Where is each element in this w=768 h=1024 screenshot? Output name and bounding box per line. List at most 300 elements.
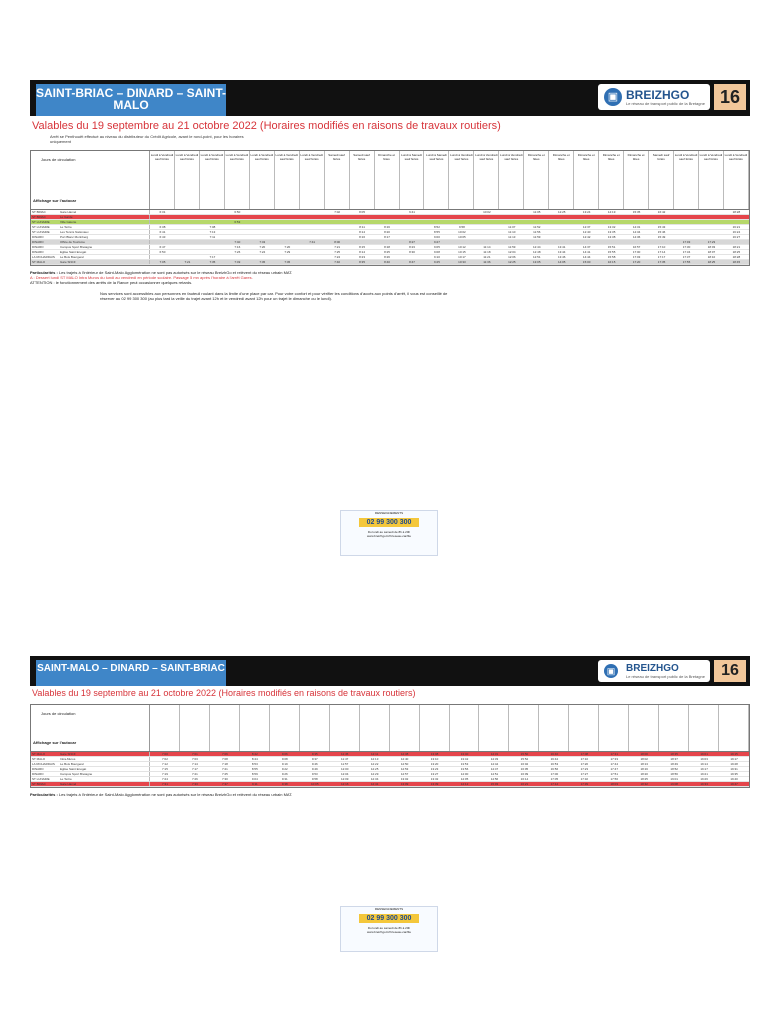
time-cell: 19:40 [730, 777, 738, 781]
time-cell: 19:15 [730, 752, 738, 756]
time-cell [175, 255, 200, 259]
time-cell: 12:13 [370, 757, 379, 761]
row-times [150, 250, 749, 254]
time-cell: 7:25 [221, 772, 228, 776]
time-cell: 18:28 [732, 210, 741, 214]
time-cell: 12:44 [533, 245, 541, 249]
time-cell [699, 230, 724, 234]
jours-label: Jours de circulation [41, 157, 76, 162]
time-cell: 8:20 [384, 230, 390, 234]
time-cell: 18:52 [670, 767, 678, 771]
time-cell: 11:05 [533, 210, 541, 214]
time-cell: 13:53 [460, 762, 469, 766]
time-cell: 6:47 [159, 245, 166, 249]
row-times [150, 220, 749, 224]
time-cell [599, 240, 624, 244]
row-stop: Port Blanc Morinberg [60, 235, 150, 239]
column-header: Lundi à Vendredi sauf fériés [275, 151, 300, 209]
row-stop: Gare Hamel [60, 782, 150, 786]
header-bar [30, 80, 750, 116]
column-header [509, 705, 539, 751]
time-cell: 17:35 [657, 260, 666, 264]
time-cell [325, 215, 350, 219]
time-cell: 8:55 [251, 767, 258, 771]
time-cell: 9:22 [281, 767, 288, 771]
time-cell: 12:53 [400, 767, 409, 771]
row-town: DINARD [32, 250, 44, 254]
time-cell: 7:05 [159, 260, 166, 264]
time-cell: 14:33 [490, 757, 499, 761]
time-cell: 17:27 [580, 772, 589, 776]
brand-name: BREIZHGO [626, 88, 690, 102]
column-header [689, 705, 719, 751]
row-town: ST LUNAIRE [32, 230, 50, 234]
time-cell: 6:41 [159, 230, 166, 234]
time-cell: 12:37 [582, 225, 591, 229]
time-cell [449, 240, 474, 244]
time-cell: 17:39 [580, 782, 589, 786]
route-title: SAINT-MALO – DINARD – SAINT-BRIAC [36, 660, 226, 686]
time-cell: 6:50 [159, 250, 166, 254]
time-cell [474, 240, 499, 244]
timetable-rows [31, 752, 749, 787]
time-cell [175, 235, 200, 239]
column-header: Lundi à Vendredi sauf fériés [699, 151, 724, 209]
time-cell: 17:23 [580, 767, 589, 771]
column-header: Dimanche et fêtes [549, 151, 574, 209]
time-cell: 11:45 [341, 752, 349, 756]
row-stop: Gare SNCF [60, 260, 150, 264]
time-cell: 18:25 [732, 250, 741, 254]
row-times [150, 215, 749, 219]
time-cell: 9:08 [434, 250, 440, 254]
time-cell: 14:34 [632, 230, 641, 234]
time-cell: 15:03 [490, 782, 499, 786]
time-cell: 8:53 [251, 762, 258, 766]
time-cell: 13:32 [430, 777, 439, 781]
time-cell [375, 240, 400, 244]
time-cell: 19:08 [670, 782, 678, 786]
time-cell: 13:27 [430, 772, 439, 776]
time-cell: 16:42 [657, 210, 666, 214]
time-cell: 7:14 [192, 762, 198, 766]
time-cell: 14:44 [582, 255, 591, 259]
brand-subtitle: Le réseau de transport public de la Bretagne [626, 101, 705, 106]
row-town: DINARD [32, 245, 44, 249]
time-cell: 8:15 [359, 245, 366, 249]
time-cell: 7:45 [284, 260, 291, 264]
time-cell: 13:39 [430, 782, 439, 786]
time-cell: 8:42 [251, 752, 258, 756]
time-cell: 18:07 [707, 250, 716, 254]
time-cell: 12:25 [370, 767, 379, 771]
time-cell: 7:02 [162, 757, 168, 761]
time-cell: 7:17 [209, 255, 216, 259]
time-cell [674, 230, 699, 234]
column-header: Dimanche et fêtes [574, 151, 599, 209]
time-cell: 17:37 [682, 255, 691, 259]
time-cell [275, 225, 300, 229]
time-cell [225, 235, 250, 239]
timetable-sheet-1 [30, 80, 750, 570]
time-cell: 12:25 [557, 210, 566, 214]
time-cell [474, 215, 499, 219]
time-cell [724, 215, 749, 219]
time-cell [699, 220, 724, 224]
column-header: Lundi à Samedi sauf fériés [424, 151, 449, 209]
time-cell: 19:35 [730, 772, 738, 776]
time-cell: 8:52 [434, 225, 440, 229]
column-header: Lundi à Vendredi sauf fériés [250, 151, 275, 209]
time-cell [175, 220, 200, 224]
time-cell: 7:00 [162, 752, 168, 756]
brand-name: BREIZHGO [626, 663, 679, 674]
time-cell [225, 215, 250, 219]
column-header: Lundi à Samedi sauf fériés [400, 151, 425, 209]
time-cell: 14:05 [557, 260, 566, 264]
time-cell: 18:32 [640, 782, 648, 786]
time-cell: 7:21 [334, 245, 341, 249]
bus-icon: ▣ [604, 664, 618, 678]
time-cell [150, 215, 175, 219]
time-cell: 10:02 [458, 230, 466, 234]
time-cell [549, 235, 574, 239]
time-cell: 11:18 [483, 250, 491, 254]
time-cell [375, 220, 400, 224]
time-cell: 16:24 [732, 230, 741, 234]
time-cell: 16:57 [632, 245, 641, 249]
time-cell [499, 240, 524, 244]
time-cell: 7:21 [221, 767, 228, 771]
time-cell: 13:05 [533, 260, 541, 264]
time-cell [624, 220, 649, 224]
time-cell: 19:21 [700, 772, 708, 776]
time-cell: 8:23 [359, 255, 366, 259]
time-cell: 15:52 [520, 757, 529, 761]
time-cell [325, 235, 350, 239]
time-cell: 13:41 [557, 245, 566, 249]
time-cell: 7:08 [209, 225, 216, 229]
row-times [150, 777, 749, 781]
time-cell: 12:11 [371, 752, 379, 756]
time-cell: 14:47 [490, 767, 499, 771]
time-cell: 15:35 [632, 210, 641, 214]
time-cell: 16:42 [550, 757, 559, 761]
time-cell [549, 240, 574, 244]
time-cell [674, 225, 699, 229]
time-cell: 19:01 [700, 752, 708, 756]
time-cell: 12:00 [340, 767, 349, 771]
column-header [360, 705, 390, 751]
time-cell [250, 215, 275, 219]
time-cell [175, 215, 200, 219]
column-header: Dimanche et fêtes [524, 151, 549, 209]
time-cell: 6:31 [159, 210, 166, 214]
time-cell: 18:03 [610, 782, 619, 786]
time-cell: 9:46 [311, 762, 318, 766]
time-cell: 8:14 [359, 250, 366, 254]
time-cell: 19:17 [700, 767, 708, 771]
time-cell: 13:32 [607, 225, 616, 229]
time-cell [699, 215, 724, 219]
time-cell: 7:18 [221, 762, 228, 766]
time-cell [275, 220, 300, 224]
time-cell: 18:25 [707, 260, 716, 264]
time-cell [200, 245, 225, 249]
time-cell: 15:49 [657, 235, 666, 239]
time-cell: 10:05 [310, 782, 319, 786]
time-cell: 18:56 [670, 772, 678, 776]
note-3: ATTENTION : le fonctionnement des arrêts de la Rance peut occasionner quelques retards. [30, 280, 193, 285]
brand-subtitle: Le réseau de transport public de la Bretagne [626, 674, 705, 679]
time-cell: 7:13 [209, 230, 216, 234]
accessibility-note: Nos services sont accessibles aux personnes en fauteuil roulant dans la limite d'une place par car. Pour votre confort et pour vérifier les conditions d'accès aux points d'arrêt, il vous est conseillé de réserver au 02 99 300 300 (au plus tard la veille du trajet avant 12h et le vendredi avant 12h pour un trajet le dimanche ou le lundi). [100, 291, 448, 301]
time-cell: 7:25 [334, 250, 341, 254]
row-town: DINARD [32, 767, 44, 771]
time-cell [624, 215, 649, 219]
column-header [210, 705, 240, 751]
column-header [719, 705, 749, 751]
time-cell: 18:35 [670, 752, 678, 756]
row-times [150, 260, 749, 264]
time-cell: 13:10 [430, 757, 439, 761]
time-cell [300, 210, 325, 214]
time-cell: 14:12 [460, 782, 469, 786]
time-cell [499, 220, 524, 224]
row-stop: Intra-Muros [60, 757, 150, 761]
time-cell: 13:38 [607, 235, 616, 239]
time-cell: 17:30 [682, 245, 691, 249]
time-cell: 7:20 [259, 245, 266, 249]
time-cell [424, 210, 449, 214]
time-cell: 8:14 [359, 230, 366, 234]
time-cell [175, 240, 200, 244]
time-cell [300, 260, 325, 264]
time-cell: 9:37 [311, 757, 318, 761]
info-phone[interactable]: 02 99 300 300 [359, 914, 419, 923]
time-cell [724, 240, 749, 244]
table-row [31, 260, 749, 265]
time-cell [225, 255, 250, 259]
info-title: RENSEIGNEMENTS [374, 907, 404, 911]
time-cell: 18:25 [640, 777, 648, 781]
time-cell [674, 210, 699, 214]
time-cell [524, 215, 549, 219]
time-cell: 12:04 [340, 772, 349, 776]
time-cell: 17:10 [657, 245, 666, 249]
time-cell [499, 215, 524, 219]
time-cell [225, 225, 250, 229]
row-times [150, 210, 749, 214]
column-header [569, 705, 599, 751]
time-cell: 8:30 [409, 250, 415, 254]
time-cell [200, 250, 225, 254]
time-cell: 6:38 [159, 225, 166, 229]
time-cell: 17:44 [610, 762, 619, 766]
time-cell: 17:55 [682, 260, 691, 264]
row-town: ST MALO [32, 752, 46, 756]
time-cell: 7:29 [284, 250, 291, 254]
time-cell [474, 225, 499, 229]
time-cell: 9:08 [281, 757, 288, 761]
time-cell: 7:40 [234, 240, 241, 244]
row-town: ST LUNAIRE [32, 777, 50, 781]
time-cell: 9:25 [434, 260, 440, 264]
time-cell: 7:24 [162, 777, 168, 781]
time-cell: 12:41 [370, 782, 379, 786]
time-cell: 17:05 [550, 777, 559, 781]
time-cell: 13:56 [460, 767, 469, 771]
time-cell: 15:46 [657, 230, 666, 234]
time-cell [549, 225, 574, 229]
time-cell [574, 240, 599, 244]
time-cell: 15:58 [607, 255, 616, 259]
time-cell [549, 230, 574, 234]
time-cell: 12:50 [400, 762, 409, 766]
timetable-sheet-2 [30, 656, 750, 956]
table-row [31, 782, 749, 787]
row-town: ST LUNAIRE [32, 220, 50, 224]
note-1: Les trajets à l'intérieur de Saint-Malo Agglomération ne sont pas autorisés sur le réseau BreizhGo et relèvent du réseau urbain MAT. [58, 270, 293, 275]
time-cell: 9:00 [434, 235, 440, 239]
time-cell: 17:23 [707, 240, 716, 244]
time-cell [300, 245, 325, 249]
timetable-header [31, 151, 749, 210]
column-header: Lundi à Vendredi sauf fériés [300, 151, 325, 209]
time-cell [574, 215, 599, 219]
time-cell: 10:12 [458, 245, 466, 249]
time-cell: 14:56 [490, 777, 499, 781]
time-cell: 18:28 [732, 255, 741, 259]
time-cell: 10:15 [458, 250, 466, 254]
time-cell: 7:33 [192, 782, 198, 786]
column-header [330, 705, 360, 751]
time-cell: 12:34 [370, 777, 379, 781]
row-town: ST MALO [32, 757, 46, 761]
route-title: SAINT-BRIAC – DINARD – SAINT-MALO [36, 84, 226, 116]
column-header: Lundi à Vendredi sauf fériés [474, 151, 499, 209]
line-number-badge: 16 [714, 84, 746, 110]
time-cell: 17:34 [682, 250, 691, 254]
time-cell: 12:57 [400, 772, 409, 776]
time-cell: 8:40 [384, 260, 390, 264]
validity-text: Valables du 19 septembre au 21 octobre 2022 (Horaires modifiés en raisons de travaux routiers) [32, 688, 416, 698]
time-cell: 14:00 [460, 772, 469, 776]
time-cell: 14:36 [632, 235, 641, 239]
info-box [340, 510, 438, 556]
time-cell: 10:02 [483, 210, 491, 214]
time-cell: 9:41 [409, 210, 415, 214]
row-town: ST BRIAC [32, 215, 46, 219]
time-cell [300, 215, 325, 219]
time-cell [400, 215, 425, 219]
time-cell: 8:11 [359, 225, 365, 229]
time-cell: 19:47 [730, 782, 738, 786]
time-cell: 11:07 [508, 225, 516, 229]
column-header [659, 705, 689, 751]
time-cell: 16:40 [550, 752, 559, 756]
time-cell: 7:16 [234, 245, 241, 249]
time-cell [300, 250, 325, 254]
time-cell: 7:06 [221, 752, 228, 756]
line-number-badge: 16 [714, 660, 746, 682]
time-cell: 8:17 [384, 235, 390, 239]
header-bar [30, 656, 750, 686]
time-cell: 7:08 [221, 757, 228, 761]
time-cell: 9:53 [311, 772, 318, 776]
time-cell: 8:27 [409, 240, 415, 244]
time-cell: 11:57 [341, 762, 349, 766]
time-cell: 18:03 [707, 245, 716, 249]
time-cell: 14:05 [460, 777, 469, 781]
time-cell: 6:53 [234, 220, 241, 224]
column-header [390, 705, 420, 751]
time-cell: 19:33 [700, 782, 708, 786]
time-cell: 11:59 [533, 235, 541, 239]
time-cell [300, 220, 325, 224]
time-cell: 8:25 [384, 250, 390, 254]
time-cell [424, 220, 449, 224]
time-cell [674, 220, 699, 224]
row-stop: Gare SNCF [60, 752, 150, 756]
time-cell: 19:17 [730, 757, 738, 761]
time-cell: 19:26 [700, 777, 708, 781]
header-labels [31, 705, 150, 751]
column-header [180, 705, 210, 751]
time-cell [150, 220, 175, 224]
info-web[interactable]: www.breizhgo.bzh/reseau-car/ille [366, 534, 412, 538]
time-cell [175, 225, 200, 229]
time-cell: 17:03 [682, 240, 691, 244]
time-cell: 16:09 [520, 772, 529, 776]
info-web[interactable]: www.breizhgo.bzh/reseau-car/ille [366, 930, 412, 934]
time-cell [275, 235, 300, 239]
time-cell: 16:27 [732, 235, 741, 239]
time-cell [300, 255, 325, 259]
time-cell [699, 235, 724, 239]
time-cell: 16:15 [607, 260, 616, 264]
info-phone[interactable]: 02 99 300 300 [359, 518, 419, 527]
time-cell: 13:44 [557, 250, 566, 254]
time-cell: 15:55 [607, 250, 616, 254]
time-cell: 10:33 [458, 260, 466, 264]
time-cell [200, 240, 225, 244]
time-cell: 9:27 [434, 240, 440, 244]
column-header [450, 705, 480, 751]
time-cell: 8:59 [251, 772, 258, 776]
time-cell: 18:21 [732, 245, 741, 249]
time-cell: 8:16 [384, 225, 390, 229]
time-cell [474, 230, 499, 234]
time-cell: 17:17 [657, 255, 666, 259]
time-cell [699, 210, 724, 214]
time-cell: 7:12 [162, 762, 168, 766]
column-header: Lundi à Vendredi sauf fériés [449, 151, 474, 209]
time-cell: 13:23 [430, 767, 439, 771]
time-cell: 12:25 [508, 260, 516, 264]
time-cell: 13:20 [430, 762, 439, 766]
column-header [629, 705, 659, 751]
time-cell: 11:47 [341, 757, 349, 761]
notes-label: Particularités : [30, 792, 58, 797]
time-cell [175, 250, 200, 254]
time-cell [649, 215, 674, 219]
row-town: ST BRIAC [32, 782, 46, 786]
time-cell: 7:31 [162, 782, 168, 786]
time-cell [499, 210, 524, 214]
time-cell: 13:09 [400, 782, 409, 786]
time-cell: 17:20 [632, 260, 641, 264]
